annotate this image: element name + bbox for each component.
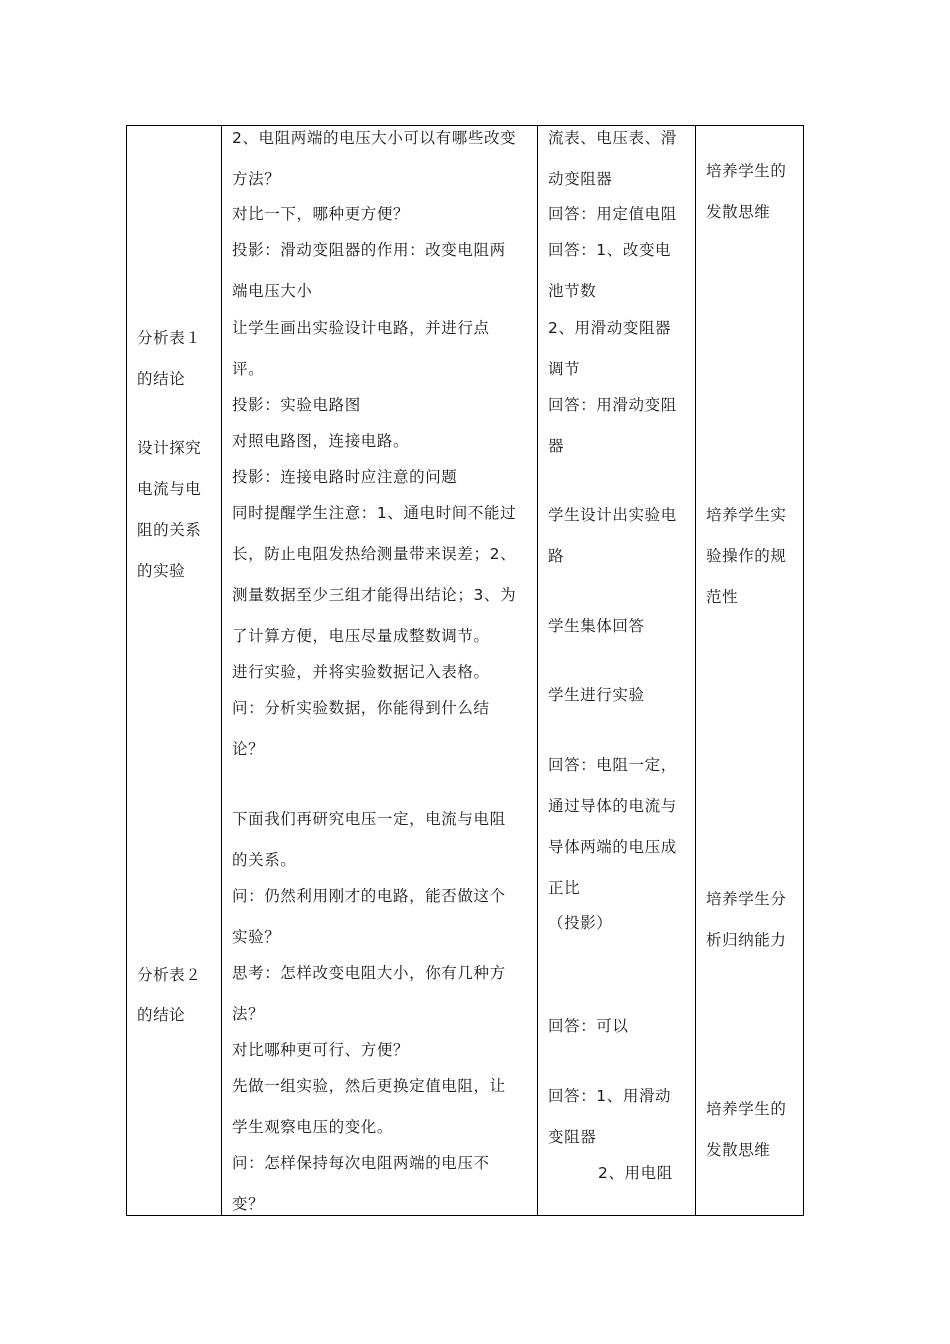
student-line: 正比: [548, 879, 581, 897]
teacher-line: 思考：怎样改变电阻大小，你有几种方: [232, 964, 506, 982]
teacher-line: 先做一组实验，然后更换定值电阻，让: [232, 1077, 506, 1095]
teacher-line: 2、电阻两端的电压大小可以有哪些改变: [232, 129, 517, 147]
step-line: 分析表１: [137, 329, 202, 347]
intent-line: 发散思维: [706, 1141, 771, 1159]
intent-line: 培养学生的: [706, 162, 787, 180]
teacher-activity-column: [232, 126, 532, 1215]
teacher-line: 问：仍然利用刚才的电路，能否做这个: [232, 887, 506, 905]
step-line: 设计探究: [137, 439, 202, 457]
teacher-line: 下面我们再研究电压一定，电流与电阻: [232, 810, 506, 828]
step-column: [137, 126, 217, 1215]
design-intent-column: [706, 126, 802, 1215]
teacher-line: 法？: [232, 1005, 265, 1023]
teacher-line: 变？: [232, 1195, 265, 1213]
student-line: 路: [548, 547, 565, 565]
intent-line: 验操作的规: [706, 547, 787, 565]
intent-line: 培养学生实: [706, 506, 787, 524]
teacher-line: 让学生画出实验设计电路，并进行点: [232, 319, 490, 337]
student-line: 导体两端的电压成: [548, 838, 677, 856]
step-line: 阻的关系: [137, 521, 202, 539]
teacher-line: 对照电路图，连接电路。: [232, 432, 410, 450]
student-line: 通过导体的电流与: [548, 797, 677, 815]
student-line: 回答：用滑动变阻: [548, 396, 677, 414]
teacher-line: 问：分析实验数据，你能得到什么结: [232, 699, 490, 717]
teacher-line: 的关系。: [232, 851, 297, 869]
step-line: 的实验: [137, 562, 186, 580]
step-line: 分析表２: [137, 966, 202, 984]
student-line: 动变阻器: [548, 170, 613, 188]
intent-line: 范性: [706, 588, 739, 606]
teacher-line: 对比哪种更可行、方便？: [232, 1041, 410, 1059]
step-line: 电流与电: [137, 480, 202, 498]
student-line: 流表、电压表、滑: [548, 129, 677, 147]
student-line: 2、用滑动变阻器: [548, 319, 672, 337]
intent-line: 培养学生分: [706, 890, 787, 908]
student-line: 调节: [548, 360, 581, 378]
student-line: 池节数: [548, 282, 597, 300]
lesson-table: [126, 125, 804, 1216]
teacher-line: 测量数据至少三组才能得出结论；3、为: [232, 586, 517, 604]
student-line: 器: [548, 437, 565, 455]
student-line: 学生进行实验: [548, 686, 645, 704]
teacher-line: 投影：滑动变阻器的作用：改变电阻两: [232, 241, 506, 259]
student-line: 学生设计出实验电: [548, 506, 677, 524]
student-line: 学生集体回答: [548, 617, 645, 635]
column-divider: [537, 126, 538, 1215]
student-line: （投影）: [548, 914, 613, 932]
step-line: 的结论: [137, 370, 186, 388]
teacher-line: 进行实验，并将实验数据记入表格。: [232, 663, 490, 681]
teacher-line: 同时提醒学生注意：1、通电时间不能过: [232, 504, 517, 522]
teacher-line: 实验？: [232, 928, 281, 946]
student-line: 回答：1、用滑动: [548, 1087, 672, 1105]
column-divider: [221, 126, 222, 1215]
intent-line: 析归纳能力: [706, 931, 787, 949]
teacher-line: 论？: [232, 740, 265, 758]
teacher-line: 了计算方便，电压尽量成整数调节。: [232, 627, 490, 645]
student-line: 2、用电阻: [598, 1164, 673, 1182]
teacher-line: 问：怎样保持每次电阻两端的电压不: [232, 1154, 490, 1172]
student-line: 回答：用定值电阻: [548, 205, 677, 223]
student-activity-column: [548, 126, 692, 1215]
teacher-line: 投影：实验电路图: [232, 396, 361, 414]
student-line: 回答：1、改变电: [548, 241, 672, 259]
intent-line: 发散思维: [706, 203, 771, 221]
teacher-line: 长，防止电阻发热给测量带来误差；2、: [232, 545, 517, 563]
student-line: 变阻器: [548, 1128, 597, 1146]
teacher-line: 投影：连接电路时应注意的问题: [232, 468, 458, 486]
teacher-line: 对比一下，哪种更方便？: [232, 205, 410, 223]
intent-line: 培养学生的: [706, 1100, 787, 1118]
column-divider: [695, 126, 696, 1215]
teacher-line: 方法？: [232, 170, 281, 188]
step-line: 的结论: [137, 1006, 186, 1024]
teacher-line: 学生观察电压的变化。: [232, 1118, 394, 1136]
student-line: 回答：电阻一定，: [548, 756, 677, 774]
teacher-line: 端电压大小: [232, 282, 313, 300]
student-line: 回答：可以: [548, 1017, 629, 1035]
teacher-line: 评。: [232, 360, 265, 378]
